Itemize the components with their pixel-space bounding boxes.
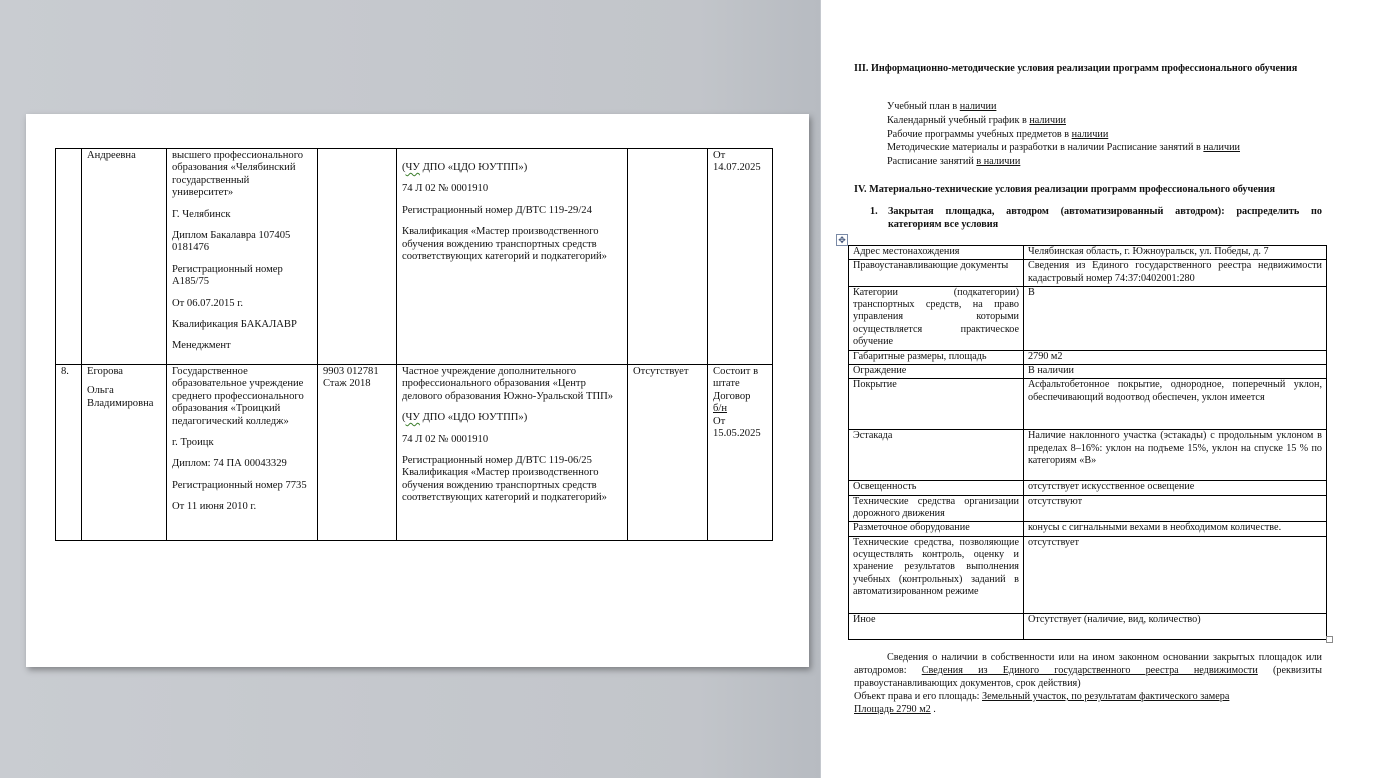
ownership-paragraph: Сведения о наличии в собственности или на ином законном основании закрытых площадок или автодромов: Сведения из Единого государственного реестра недвижимости (реквизиты правоустанавливающих документов, срок действия) — [854, 652, 1322, 689]
site-value-cell[interactable]: Наличие наклонного участка (эстакады) с продольным уклоном в пределах 8–16%: уклон на подъеме 15%, уклон на спуске 15 % по категориям «В» — [1024, 430, 1327, 481]
site-param-cell[interactable]: Технические средства организации дорожного движения — [849, 495, 1024, 522]
site-value-cell[interactable]: отсутствуют — [1024, 495, 1327, 522]
site-ownership-text — [854, 651, 1322, 716]
row-number-cell[interactable] — [56, 149, 82, 365]
staff-table — [55, 148, 773, 541]
list-item[interactable]: Календарный учебный график в наличии — [887, 114, 1066, 126]
training-cell[interactable]: (ЧУ ДПО «ЦДО ЮУТПП») 74 Л 02 № 0001910 Регистрационный номер Д/ВТС 119-29/24 Квалификация «Мастер производственного обучения вождению транспортных средств соответствующих категорий и подкатегорий» — [397, 149, 628, 365]
name-cell[interactable]: Егорова Ольга Владимировна — [82, 365, 167, 541]
site-param-cell[interactable]: Эстакада — [849, 430, 1024, 481]
spellcheck-underline: ЧУ — [405, 412, 420, 424]
site-param-cell[interactable]: Иное — [849, 613, 1024, 639]
site-value-cell[interactable]: конусы с сигнальными вехами в необходимом количестве. — [1024, 522, 1327, 536]
table-row — [849, 379, 1327, 430]
site-param-cell[interactable]: Технические средства, позволяющие осуществлять контроль, оценку и хранение результатов выполнения учебных (контрольных) заданий в автоматизированном режиме — [849, 536, 1024, 613]
site-value-cell[interactable]: Сведения из Единого государственного реестра недвижимости кадастровый номер 74:37:0402001:280 — [1024, 260, 1327, 287]
training-org: (ЧУ ДПО «ЦДО ЮУТПП») — [402, 162, 528, 173]
site-value-cell[interactable]: Отсутствует (наличие, вид, количество) — [1024, 613, 1327, 639]
license-cell[interactable] — [318, 149, 397, 365]
table-row — [849, 350, 1327, 364]
site-value-cell[interactable]: В — [1024, 286, 1327, 350]
site-param-cell[interactable]: Освещенность — [849, 481, 1024, 495]
table-row — [849, 613, 1327, 639]
training-org: (ЧУ ДПО «ЦДО ЮУТПП») — [402, 412, 528, 424]
section-4-heading: IV. Материально-технические условия реализации программ профессионального обучения — [854, 184, 1276, 195]
site-value-cell[interactable]: отсутствует — [1024, 536, 1327, 613]
table-resize-handle[interactable] — [1326, 636, 1333, 643]
site-value-cell[interactable]: 2790 м2 — [1024, 350, 1327, 364]
subsection-heading: 1. Закрытая площадка, автодром (автоматизированный автодром): распределить по категориям все условия — [870, 206, 1322, 230]
table-row — [849, 286, 1327, 350]
site-param-cell[interactable]: Адрес местонахождения — [849, 246, 1024, 260]
row-number-cell[interactable]: 8. — [56, 365, 82, 541]
status-cell[interactable]: От 14.07.2025 — [708, 149, 773, 365]
site-table — [848, 245, 1327, 640]
status-cell[interactable]: Состоит в штате Договор б/н От 15.05.2025 — [708, 365, 773, 541]
table-move-handle-icon[interactable]: ✥ — [836, 234, 848, 246]
table-row — [849, 365, 1327, 379]
site-param-cell[interactable]: Правоустанавливающие документы — [849, 260, 1024, 287]
table-row — [849, 536, 1327, 613]
site-value-cell[interactable]: Асфальтобетонное покрытие, однородное, поперечный уклон, обеспечивающий водоотвод обеспечен, уклон имеется — [1024, 379, 1327, 430]
site-param-cell[interactable]: Разметочное оборудование — [849, 522, 1024, 536]
education-cell[interactable]: высшего профессионального образования «Челябинский государственный университет» Г. Челябинск Диплом Бакалавра 107405 0181476 Регистрационный номер А185/75 От 06.07.2015 г. Квалификация БАКАЛАВР Менеджмент — [167, 149, 318, 365]
document-page-landscape — [26, 114, 809, 667]
name-cell[interactable]: Андреевна — [82, 149, 167, 365]
section-3-list — [854, 100, 1322, 169]
list-item[interactable]: Учебный план в наличии — [887, 101, 997, 112]
extra-cell[interactable]: Отсутствует — [628, 365, 708, 541]
table-row — [56, 149, 773, 365]
license-cell[interactable]: 9903 012781 Стаж 2018 — [318, 365, 397, 541]
site-value-cell[interactable]: отсутствует искусственное освещение — [1024, 481, 1327, 495]
table-row — [56, 365, 773, 541]
site-value-cell[interactable]: Челябинская область, г. Южноуральск, ул. Победы, д. 7 — [1024, 246, 1327, 260]
training-cell[interactable]: Частное учреждение дополнительного профессионального образования «Центр делового образования Южно-Уральской ТПП» (ЧУ ДПО «ЦДО ЮУТПП») 74 Л 02 № 0001910 Регистрационный номер Д/ВТС 119-06/25 Квалификация «Мастер производственного обучения вождению транспортных средств соответствующих категорий и подкатегорий» — [397, 365, 628, 541]
site-param-cell[interactable]: Габаритные размеры, площадь — [849, 350, 1024, 364]
spellcheck-underline: ЧУ — [405, 162, 420, 173]
object-paragraph: Объект права и его площадь: Земельный участок, по результатам фактического замера — [854, 691, 1230, 702]
table-row — [849, 246, 1327, 260]
section-3-heading: III. Информационно-методические условия реализации программ профессионального обучения — [854, 63, 1298, 74]
table-row — [849, 495, 1327, 522]
extra-cell[interactable] — [628, 149, 708, 365]
site-param-cell[interactable]: Покрытие — [849, 379, 1024, 430]
list-item[interactable]: Методические материалы и разработки в наличии Расписание занятий в наличии — [887, 142, 1240, 154]
list-item[interactable]: Расписание занятий в наличии — [887, 156, 1021, 168]
site-param-cell[interactable]: Категории (подкатегории) транспортных средств, на право управления которыми осуществляется практическое обучение — [849, 286, 1024, 350]
area-paragraph: Площадь 2790 м2 . — [854, 704, 936, 715]
table-row — [849, 522, 1327, 536]
list-item[interactable]: Рабочие программы учебных предметов в наличии — [887, 128, 1109, 140]
document-page-portrait — [821, 0, 1375, 778]
site-param-cell[interactable]: Ограждение — [849, 365, 1024, 379]
table-row — [849, 481, 1327, 495]
table-row — [849, 430, 1327, 481]
site-value-cell[interactable]: В наличии — [1024, 365, 1327, 379]
table-row — [849, 260, 1327, 287]
education-cell[interactable]: Государственное образовательное учреждение среднего профессионального образования «Троицкий педагогический колледж» г. Троицк Диплом: 74 ПА 00043329 Регистрационный номер 7735 От 11 июня 2010 г. — [167, 365, 318, 541]
